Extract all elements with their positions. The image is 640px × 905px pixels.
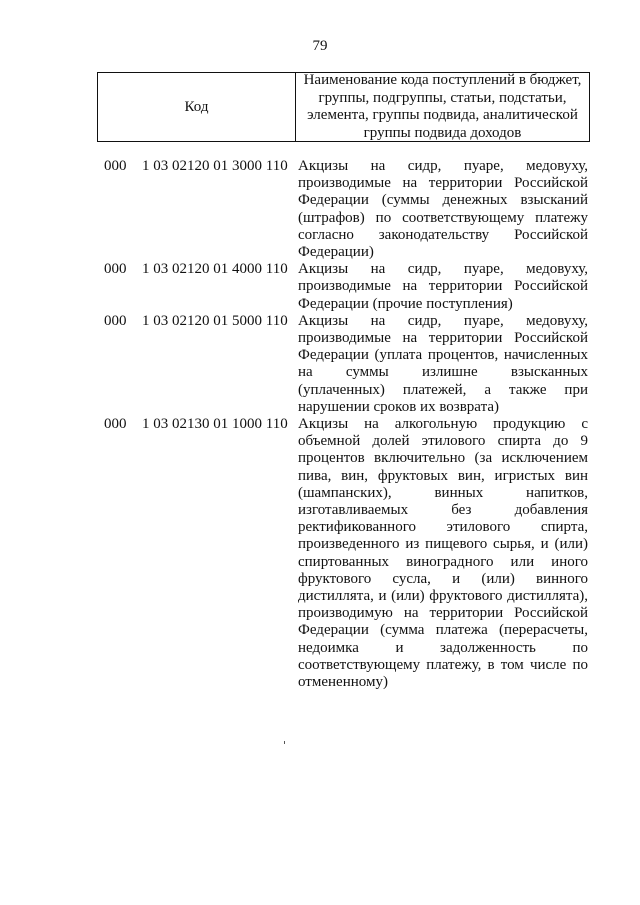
- table-row: [0, 261, 640, 313]
- column-header-name: Наименование кода поступлений в бюджет, группы, подгруппы, статьи, подстатьи, элемента, группы подвида, аналитической группы подвида доходов: [303, 72, 582, 141]
- admin-code: 000: [104, 261, 127, 278]
- page-number: 79: [312, 38, 328, 54]
- revenue-name: Акцизы на сидр, пуаре, медовуху, производимые на территории Российской Федерации (суммы денежных взысканий (штрафов) по соответствующему платежу согласно законодательству Российской Федерации): [298, 158, 588, 261]
- table-body: [0, 158, 640, 691]
- revenue-name: Акцизы на сидр, пуаре, медовуху, производимые на территории Российской Федерации (уплата процентов, начисленных на суммы излишне взысканных (уплаченных) платежей, а также при нарушении сроков их возврата): [298, 312, 588, 415]
- revenue-code: 1 03 02120 01 5000 110: [142, 312, 288, 329]
- table-row: [0, 158, 640, 261]
- admin-code: 000: [104, 312, 127, 329]
- admin-code: 000: [104, 416, 127, 433]
- table-row: [0, 313, 640, 416]
- column-header-code: Код: [98, 73, 296, 141]
- revenue-code: 1 03 02120 01 3000 110: [142, 158, 288, 174]
- table-header: [97, 72, 590, 142]
- revenue-name: Акцизы на алкогольную продукцию с объемной долей этилового спирта до 9 процентов включительно (за исключением пива, вин, фруктовых вин, игристых вин (шампанских), винных напитков, изготавливаемых без добавления ректификованного этилового спирта, произведенного из пищевого сырья, и (или) спиртованных виноградного или иного фруктового сусла, и (или) винного дистиллята, и (или) фруктового дистиллята), производимую на территории Российской Федерации (сумма платежа (перерасчеты, недоимка и задолженность по соответствующему платежу, в том числе по отмененному): [298, 416, 588, 691]
- table-row: [0, 416, 640, 691]
- admin-code: 000: [104, 158, 127, 174]
- scan-speck: [284, 741, 285, 744]
- revenue-code: 1 03 02130 01 1000 110: [142, 416, 288, 433]
- revenue-code: 1 03 02120 01 4000 110: [142, 261, 288, 278]
- revenue-name: Акцизы на сидр, пуаре, медовуху, производимые на территории Российской Федерации (прочие поступления): [298, 261, 588, 312]
